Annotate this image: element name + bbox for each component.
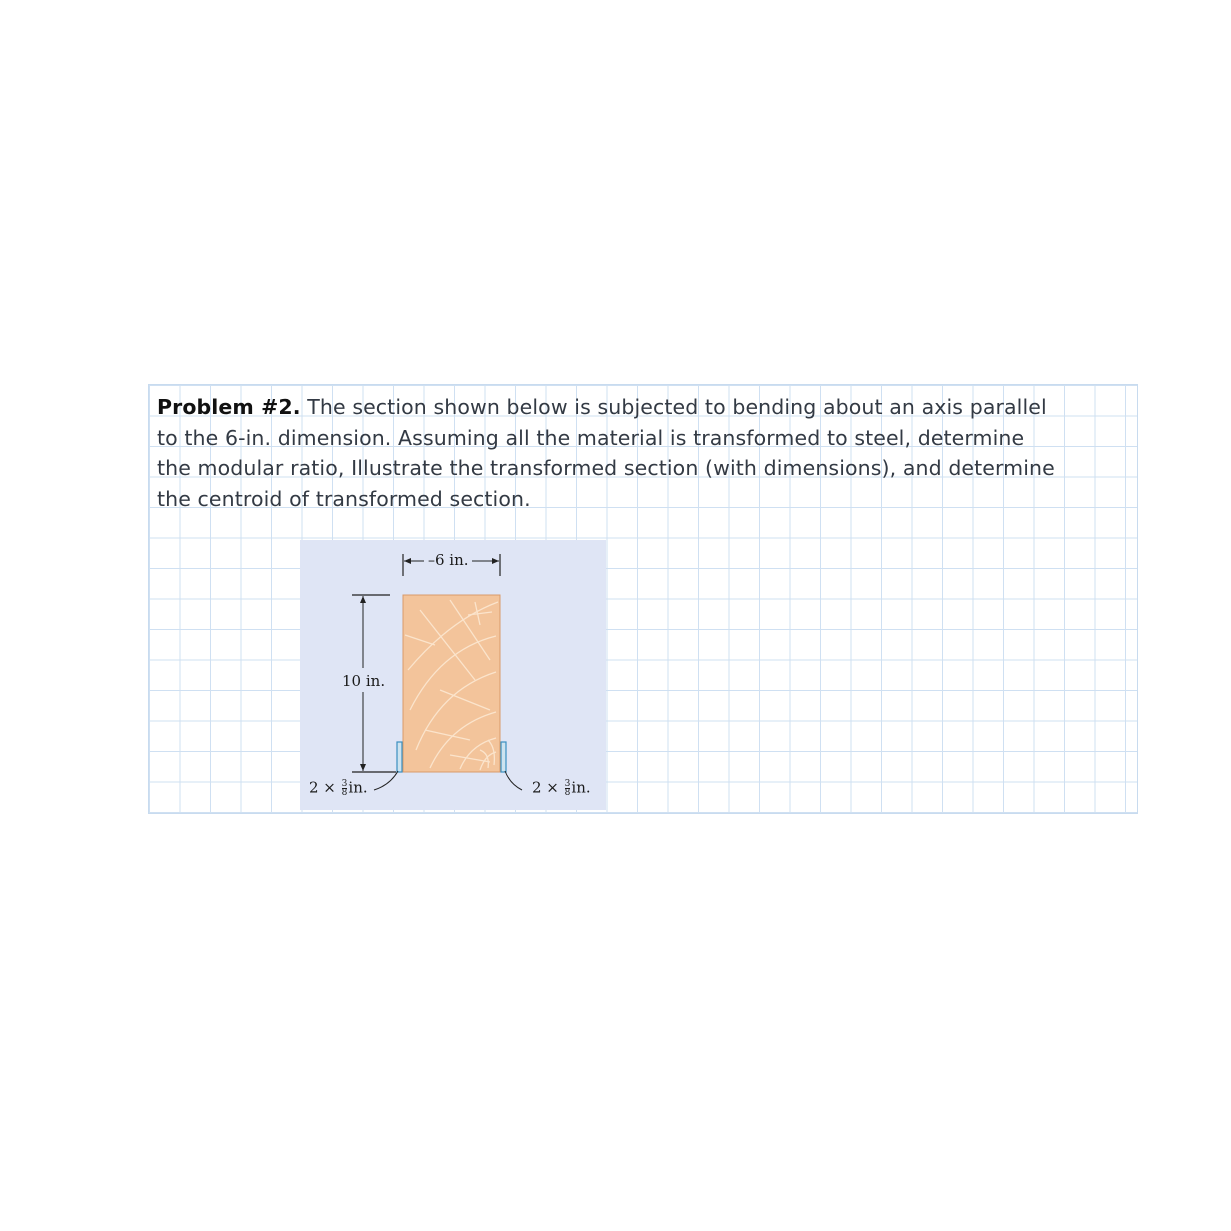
plate-left-den: 8: [341, 788, 348, 798]
plate-right-fraction: [565, 780, 571, 797]
height-arrow-bottom: [360, 764, 366, 771]
height-arrow-top: [360, 596, 366, 603]
width-arrow-left: [404, 558, 411, 564]
plate-left-unit: in.: [348, 778, 368, 797]
plate-label-right: [532, 780, 591, 797]
width-label-text: 6 in.: [435, 551, 469, 569]
plate-label-left: [309, 780, 368, 797]
problem-line-2: to the 6-in. dimension. Assuming all the material is transformed to steel, determine: [157, 425, 1025, 450]
plate-left-fraction: [342, 780, 348, 797]
width-arrow-right: [492, 558, 499, 564]
leader-right: [505, 771, 522, 790]
problem-line-3: the modular ratio, Illustrate the transformed section (with dimensions), and determine: [157, 456, 1055, 480]
height-label: 10 in.: [342, 672, 386, 690]
steel-plate-left: [397, 742, 402, 772]
problem-heading: Problem #2.: [157, 395, 301, 419]
problem-statement: [157, 392, 1117, 514]
plate-right-unit: in.: [571, 778, 591, 797]
leader-left: [374, 771, 398, 790]
problem-line-1: The section shown below is subjected to bending about an axis parallel: [300, 395, 1047, 419]
steel-plate-right: [501, 742, 506, 772]
plate-left-prefix: 2 ×: [309, 778, 336, 797]
cross-section-figure: [300, 540, 606, 810]
problem-line-4: the centroid of transformed section.: [157, 486, 531, 511]
width-label: –6 in.: [428, 551, 469, 569]
plate-right-num: 3: [564, 779, 571, 789]
plate-right-den: 8: [564, 788, 571, 798]
plate-left-num: 3: [341, 779, 348, 789]
plate-right-prefix: 2 ×: [532, 778, 559, 797]
